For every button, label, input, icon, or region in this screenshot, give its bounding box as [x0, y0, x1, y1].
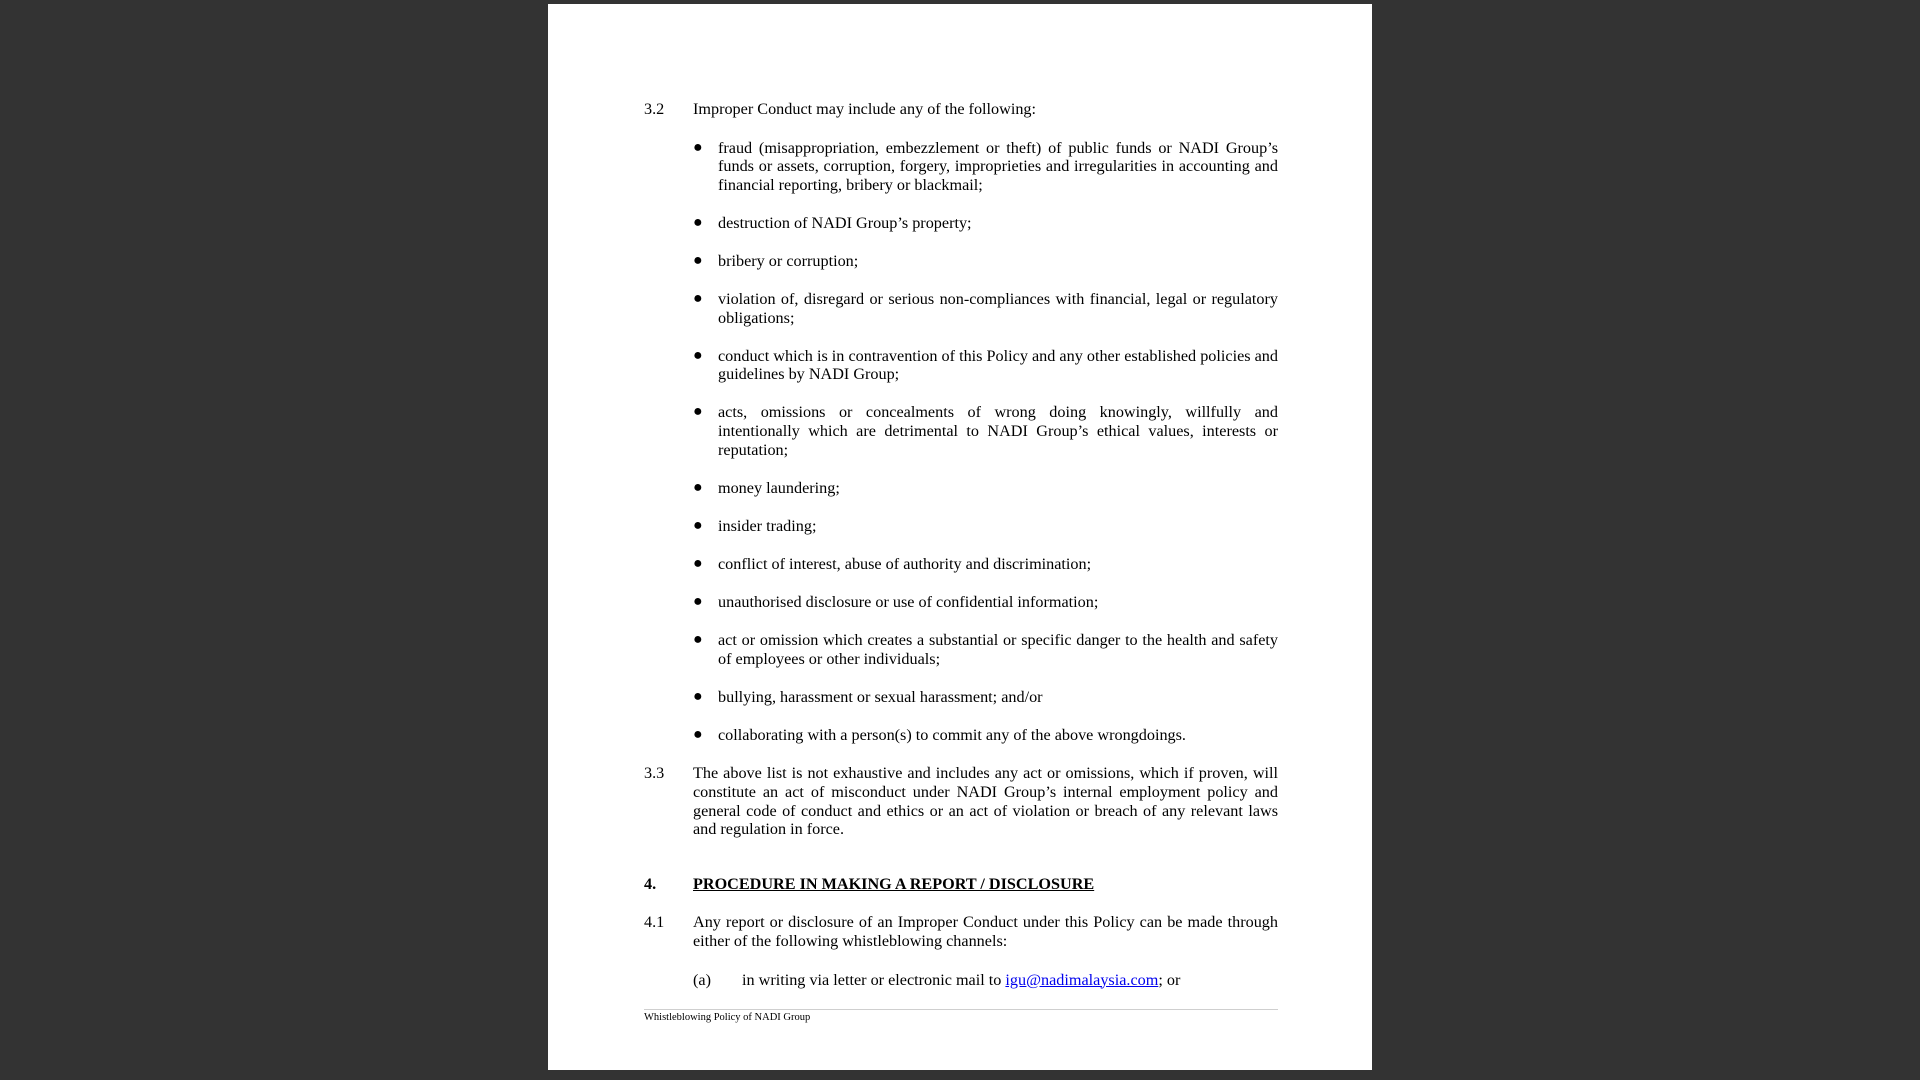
section-number: 4.: [644, 874, 657, 893]
bullet-icon: ●: [693, 554, 703, 572]
section-heading-4: [644, 875, 1278, 894]
subclause-a: [693, 971, 1278, 990]
list-item: ● destruction of NADI Group’s property;: [693, 213, 972, 232]
clause-number: 4.1: [644, 913, 665, 932]
bullet-icon: ●: [693, 631, 703, 649]
list-item: ● money laundering;: [693, 478, 840, 497]
list-item: ● insider trading;: [693, 516, 817, 535]
document-page: [548, 4, 1372, 1070]
list-item: ● conduct which is in contravention of this Policy and any other established policies and guidelines by NADI Group;: [693, 346, 1278, 384]
section-title: PROCEDURE IN MAKING A REPORT / DISCLOSURE: [693, 874, 1095, 893]
bullet-icon: ●: [693, 687, 703, 705]
clause-3-2: [644, 100, 1278, 119]
clause-number: 3.2: [644, 100, 665, 118]
list-item: ● fraud (misappropriation, embezzlement or theft) of public funds or NADI Group’s funds or assets, corruption, forgery, improprieties and irregularities in accounting and financial reporting, bribery or blackmail;: [693, 138, 1278, 194]
footer-text: Whistleblowing Policy of NADI Group: [644, 1012, 811, 1023]
list-item: ● acts, omissions or concealments of wrong doing knowingly, willfully and intentionally which are detrimental to NADI Group’s ethical values, interests or reputation;: [693, 403, 1278, 459]
bullet-icon: ●: [693, 290, 703, 308]
clause-number: 3.3: [644, 764, 665, 783]
bullet-icon: ●: [693, 213, 703, 231]
list-item: ● collaborating with a person(s) to commit any of the above wrongdoings.: [693, 725, 1186, 744]
bullet-icon: ●: [693, 725, 703, 743]
bullet-icon: ●: [693, 138, 703, 156]
bullet-icon: ●: [693, 346, 703, 364]
bullet-icon: ●: [693, 403, 703, 421]
clause-4-1: [644, 913, 1278, 950]
subclause-text: in writing via letter or electronic mail to igu@nadimalaysia.com; or: [742, 970, 1181, 989]
bullet-icon: ●: [693, 593, 703, 610]
list-item: ● bribery or corruption;: [693, 251, 859, 270]
clause-3-3: [644, 764, 1278, 838]
page-footer: [644, 1009, 1278, 1023]
clause-text: Improper Conduct may include any of the following:: [693, 100, 1037, 118]
email-link[interactable]: igu@nadimalaysia.com: [1005, 970, 1159, 989]
page-content: [644, 100, 1278, 989]
bullet-icon: ●: [693, 251, 703, 269]
list-item: ● conflict of interest, abuse of authority and discrimination;: [693, 554, 1092, 573]
bullet-icon: ●: [693, 478, 703, 496]
list-item: ● act or omission which creates a substantial or specific danger to the health and safety of employees or other individuals;: [693, 631, 1278, 668]
clause-text: Any report or disclosure of an Improper Conduct under this Policy can be made through either of the following whistleblowing channels:: [693, 913, 1278, 951]
list-item: ● bullying, harassment or sexual harassment; and/or: [693, 687, 1043, 706]
bullet-icon: ●: [693, 516, 703, 534]
clause-text: The above list is not exhaustive and includes any act or omissions, which if proven, will constitute an act of misconduct under NADI Group’s internal employment policy and general code of conduct and ethics or an act of violation or breach of any relevant laws and regulation in force.: [693, 764, 1278, 839]
subclause-label: (a): [693, 970, 711, 989]
improper-conduct-list: [693, 139, 1278, 745]
list-item: ● unauthorised disclosure or use of confidential information;: [693, 593, 1099, 611]
list-item: ● violation of, disregard or serious non-compliances with financial, legal or regulatory obligations;: [693, 290, 1278, 327]
